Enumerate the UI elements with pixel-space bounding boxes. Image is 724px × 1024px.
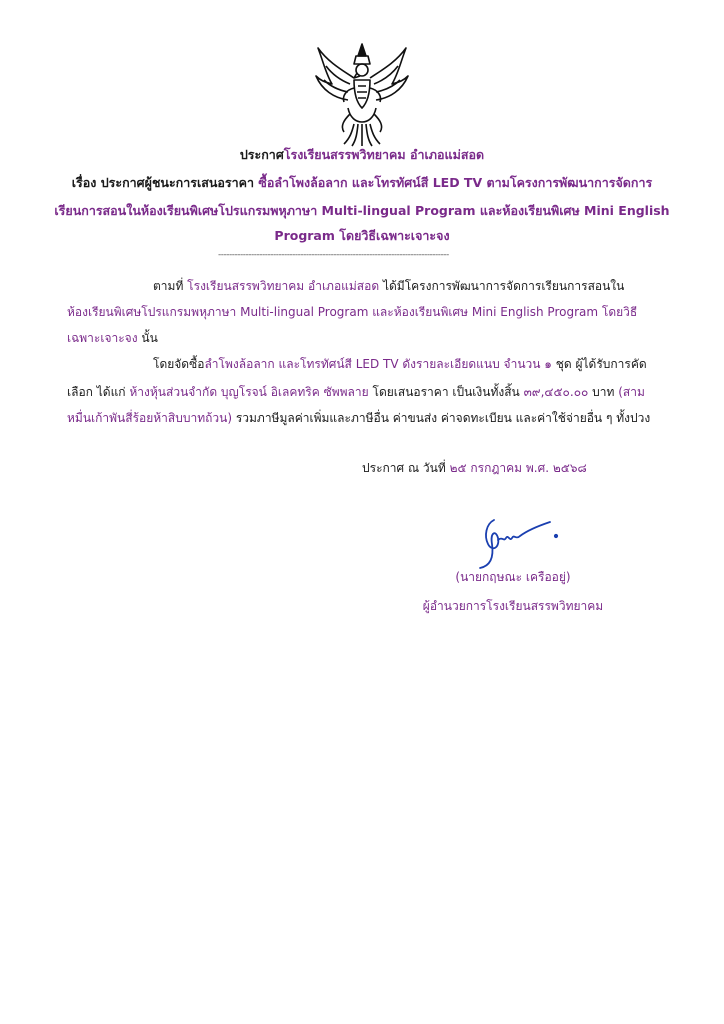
p2-prefix: โดยจัดซื้อ — [153, 357, 205, 371]
garuda-emblem-icon — [314, 40, 410, 148]
p1-end: นั้น — [137, 331, 158, 345]
divider-line: ------------------------------------------------------------------------------------ — [218, 250, 449, 260]
p2-amount: ๓๙,๔๕๐.๐๐ — [523, 385, 589, 399]
signature-icon — [472, 514, 562, 570]
subject-main: ซื้อลำโพงล้อลาก และโทรทัศน์สี LED TV ตามโครงการพัฒนาการจัดการ — [258, 175, 653, 190]
announcement-date — [362, 459, 587, 478]
p2-vendor: ห้างหุ้นส่วนจำกัด บุญโรจน์ อิเลคทริค ซัพพลาย — [129, 385, 369, 399]
p2b-mid: โดยเสนอราคา เป็นเงินทั้งสิ้น — [368, 385, 524, 399]
date-value: ๒๕ กรกฎาคม พ.ศ. ๒๕๖๘ — [449, 461, 587, 475]
p2c-rest: รวมภาษีมูลค่าเพิ่มและภาษีอื่น ค่าขนส่ง ค่าจดทะเบียน และค่าใช้จ่ายอื่น ๆ ทั้งปวง — [232, 411, 651, 425]
p1-school: โรงเรียนสรรพวิทยาคม อำเภอแม่สอด — [187, 279, 380, 293]
p2-mid: ดังรายละเอียดแนบ จำนวน — [398, 357, 545, 371]
p2-qty: ๑ — [544, 357, 552, 371]
p2-unit: บาท — [588, 385, 619, 399]
announcement-title — [0, 141, 724, 169]
paragraph2-line2 — [67, 379, 645, 405]
subject-line-3: Program โดยวิธีเฉพาะเจาะจง — [274, 228, 450, 243]
date-prefix: ประกาศ ณ วันที่ — [362, 461, 450, 475]
title-prefix: ประกาศ — [239, 147, 284, 162]
signer-title: ผู้อำนวยการโรงเรียนสรรพวิทยาคม — [422, 599, 604, 613]
p2-item: ลำโพงล้อลาก และโทรทัศน์สี LED TV — [204, 357, 399, 371]
p2-words-start: (สาม — [618, 385, 645, 399]
subject-line-1 — [0, 169, 724, 197]
subject-line-2: เรียนการสอนในห้องเรียนพิเศษโปรแกรมพหุภาษา Multi-lingual Program และห้องเรียนพิเศษ Mini English — [54, 203, 670, 218]
p2-rest: ชุด ผู้ได้รับการคัด — [551, 357, 647, 371]
paragraph1-line3 — [67, 325, 158, 351]
paragraph2-line1 — [153, 351, 647, 377]
paragraph1-line1 — [153, 273, 624, 299]
p2-words: หมื่นเก้าพันสี่ร้อยห้าสิบบาทถ้วน) — [67, 411, 232, 425]
paragraph2-line3 — [67, 405, 650, 431]
paragraph1-line2: ห้องเรียนพิเศษโปรแกรมพหุภาษา Multi-lingual Program และห้องเรียนพิเศษ Mini English Program โดยวิธี — [67, 305, 638, 319]
p1-rest: ได้มีโครงการพัฒนาการจัดการเรียนการสอนใน — [379, 279, 625, 293]
subject-prefix: เรื่อง ประกาศผู้ชนะการเสนอราคา — [71, 175, 259, 190]
p1-prefix: ตามที่ — [153, 279, 188, 293]
p1-method: เฉพาะเจาะจง — [67, 331, 138, 345]
p2b-prefix: เลือก ได้แก่ — [67, 385, 130, 399]
school-name: โรงเรียนสรรพวิทยาคม อำเภอแม่สอด — [283, 147, 485, 162]
signer-name: (นายกฤษณะ เครืออยู่) — [455, 570, 571, 584]
